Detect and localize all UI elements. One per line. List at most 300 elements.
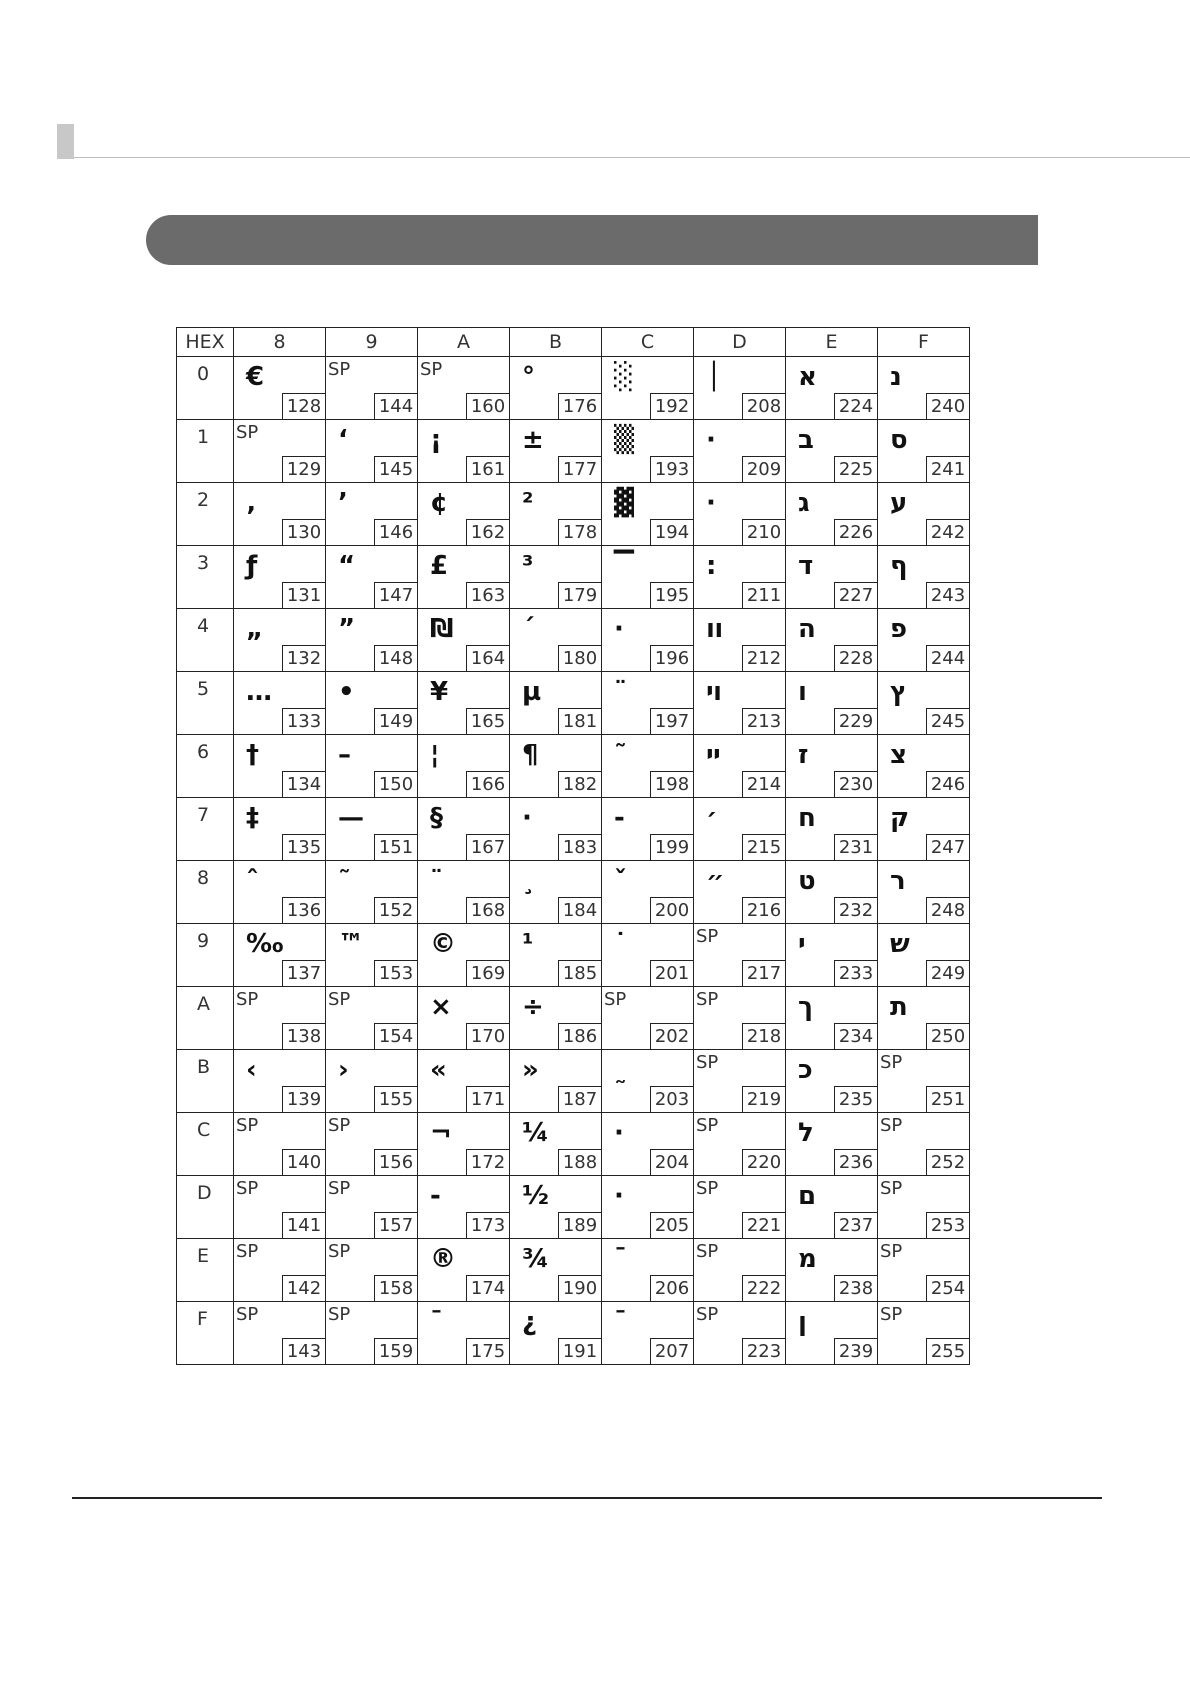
char-glyph: ר [890,866,906,896]
char-code: 173 [466,1212,509,1238]
char-cell [694,420,786,483]
char-cell [326,798,418,861]
char-cell [878,1239,970,1302]
char-cell [326,1239,418,1302]
char-glyph: ¨ [614,677,627,707]
char-glyph: ם [798,1181,817,1211]
char-code: 220 [742,1149,785,1175]
char-cell [418,924,510,987]
char-cell [326,1176,418,1239]
char-cell [878,1113,970,1176]
char-cell [418,672,510,735]
char-glyph: µ [522,677,542,707]
char-code: 250 [926,1023,969,1049]
char-cell [878,546,970,609]
char-cell [602,357,694,420]
char-code: 192 [650,393,693,419]
char-glyph: ´ [522,614,535,644]
char-glyph: · [614,1118,624,1148]
char-code: 146 [374,519,417,545]
table-body [177,357,970,1365]
char-glyph: ¹ [522,929,534,959]
char-cell [326,420,418,483]
char-code: 136 [282,897,325,923]
char-glyph: ’ [338,488,348,518]
row-header: B [177,1050,234,1113]
footer-rule [72,1497,1102,1499]
column-header: C [602,328,694,357]
char-glyph: ½ [522,1181,549,1211]
char-code: 246 [926,771,969,797]
char-cell [694,861,786,924]
char-cell [602,1176,694,1239]
char-code: 203 [650,1086,693,1112]
character-code-table [176,327,970,1365]
char-cell [786,861,878,924]
char-code: 202 [650,1023,693,1049]
char-glyph: ▓ [614,488,634,518]
char-code: 254 [926,1275,969,1301]
char-cell [602,735,694,798]
char-glyph: ¡ [430,425,442,455]
char-glyph: ע [890,488,908,518]
char-glyph: ו [798,677,807,707]
char-glyph: ‘ [338,425,348,455]
char-cell [234,1113,326,1176]
row-header: 6 [177,735,234,798]
char-glyph: SP [696,1304,719,1325]
char-code: 251 [926,1086,969,1112]
char-glyph: ¸ [522,866,535,896]
header-row [177,328,970,357]
char-cell [326,483,418,546]
char-cell [602,987,694,1050]
char-glyph: SP [880,1178,903,1199]
char-cell [786,735,878,798]
char-cell [510,1176,602,1239]
char-cell [234,1050,326,1113]
char-cell [510,798,602,861]
char-code: 187 [558,1086,601,1112]
char-code: 216 [742,897,785,923]
char-glyph: ˇ [614,866,627,896]
char-glyph: י [798,929,806,959]
char-cell [694,1113,786,1176]
char-cell [878,861,970,924]
char-cell [326,357,418,420]
char-glyph: SP [236,1178,259,1199]
table-row [177,924,970,987]
char-glyph: ° [522,362,535,392]
char-cell [694,924,786,987]
char-cell [694,798,786,861]
char-code: 218 [742,1023,785,1049]
char-code: 177 [558,456,601,482]
char-code: 219 [742,1086,785,1112]
char-glyph: ײ [706,740,720,770]
char-code: 253 [926,1212,969,1238]
table-row [177,735,970,798]
char-glyph: SP [328,1115,351,1136]
char-cell [234,798,326,861]
char-code: 207 [650,1338,693,1364]
char-glyph: SP [236,422,259,443]
row-header: D [177,1176,234,1239]
char-cell [510,546,602,609]
char-glyph: · [614,614,624,644]
char-glyph: · [706,425,716,455]
char-code: 225 [834,456,877,482]
char-code: 223 [742,1338,785,1364]
char-code: 241 [926,456,969,482]
char-cell [602,483,694,546]
char-code: 235 [834,1086,877,1112]
char-glyph: SP [328,1304,351,1325]
char-cell [694,1050,786,1113]
char-code: 128 [282,393,325,419]
char-glyph: ₪ [430,614,454,644]
char-glyph: ך [798,992,814,1022]
char-cell [418,1113,510,1176]
char-cell [878,357,970,420]
row-header: 7 [177,798,234,861]
char-code: 133 [282,708,325,734]
char-glyph: ¥ [430,677,449,707]
char-cell [418,357,510,420]
char-code: 201 [650,960,693,986]
char-code: 157 [374,1212,417,1238]
char-glyph: … [246,677,272,707]
char-code: 172 [466,1149,509,1175]
char-cell [418,861,510,924]
char-code: 229 [834,708,877,734]
char-code: 255 [926,1338,969,1364]
char-cell [234,672,326,735]
table-row [177,798,970,861]
char-cell [326,987,418,1050]
char-code: 217 [742,960,785,986]
char-glyph: ף [890,551,908,581]
char-glyph: ס [890,425,908,455]
column-header: F [878,328,970,357]
char-code: 197 [650,708,693,734]
char-code: 149 [374,708,417,734]
char-glyph: װ [706,614,724,644]
char-code: 240 [926,393,969,419]
char-glyph: ‰ [246,929,284,959]
char-glyph: ˜ [338,866,351,896]
char-code: 204 [650,1149,693,1175]
column-header: B [510,328,602,357]
char-code: 222 [742,1275,785,1301]
char-cell [418,987,510,1050]
char-cell [510,483,602,546]
char-glyph: ב [798,425,814,455]
char-cell [418,609,510,672]
char-glyph: « [430,1055,447,1085]
char-cell [786,798,878,861]
char-code: 213 [742,708,785,734]
char-cell [602,609,694,672]
char-code: 252 [926,1149,969,1175]
char-code: 175 [466,1338,509,1364]
table-row [177,1239,970,1302]
char-glyph: SP [696,1052,719,1073]
char-code: 248 [926,897,969,923]
char-code: 154 [374,1023,417,1049]
row-header: 0 [177,357,234,420]
table-row [177,861,970,924]
char-cell [694,987,786,1050]
table-row [177,420,970,483]
char-code: 167 [466,834,509,860]
row-header: F [177,1302,234,1365]
char-code: 165 [466,708,509,734]
char-glyph: ¶ [522,740,539,770]
char-code: 166 [466,771,509,797]
char-cell [510,357,602,420]
char-glyph: SP [696,1241,719,1262]
char-code: 163 [466,582,509,608]
char-cell [602,1239,694,1302]
char-cell [418,546,510,609]
char-code: 145 [374,456,417,482]
char-glyph: SP [696,989,719,1010]
char-code: 147 [374,582,417,608]
char-cell [602,861,694,924]
table-row [177,1302,970,1365]
char-code: 199 [650,834,693,860]
char-cell [602,798,694,861]
char-glyph: SP [236,1304,259,1325]
char-cell [786,483,878,546]
char-code: 191 [558,1338,601,1364]
column-header: A [418,328,510,357]
char-glyph: · [614,1181,624,1211]
char-cell [878,483,970,546]
column-header: D [694,328,786,357]
char-cell [326,546,418,609]
char-glyph: ░ [614,362,634,392]
table-row [177,357,970,420]
char-code: 151 [374,834,417,860]
char-cell [510,1239,602,1302]
char-cell [694,609,786,672]
char-code: 134 [282,771,325,797]
char-glyph: ▒ [614,425,634,455]
char-cell [786,672,878,735]
char-code: 249 [926,960,969,986]
char-cell [418,1050,510,1113]
char-cell [602,672,694,735]
char-code: 174 [466,1275,509,1301]
char-code: 129 [282,456,325,482]
char-cell [234,735,326,798]
char-glyph: ² [522,488,534,518]
char-glyph: SP [604,989,627,1010]
char-code: 162 [466,519,509,545]
char-code: 152 [374,897,417,923]
char-code: 236 [834,1149,877,1175]
char-code: 200 [650,897,693,923]
char-cell [326,924,418,987]
hex-header: HEX [177,328,234,357]
char-cell [418,420,510,483]
char-code: 198 [650,771,693,797]
char-cell [510,987,602,1050]
char-glyph: ³ [522,551,534,581]
char-glyph: נ [890,362,902,392]
char-cell [878,735,970,798]
char-glyph: “ [338,551,356,581]
char-glyph: ש [890,929,910,959]
char-cell [694,672,786,735]
char-code: 242 [926,519,969,545]
char-glyph: © [430,929,456,959]
char-glyph: SP [696,1115,719,1136]
char-glyph: │ [706,362,722,392]
char-code: 183 [558,834,601,860]
char-cell [418,735,510,798]
char-glyph: ¯ [614,1307,627,1337]
row-header: 8 [177,861,234,924]
char-code: 194 [650,519,693,545]
char-code: 158 [374,1275,417,1301]
char-cell [234,1239,326,1302]
char-code: 244 [926,645,969,671]
char-cell [510,420,602,483]
char-cell [234,483,326,546]
char-glyph: ¬ [430,1118,452,1148]
char-code: 170 [466,1023,509,1049]
char-cell [418,1239,510,1302]
char-cell [510,861,602,924]
char-glyph: ¦ [430,740,440,770]
char-glyph: § [430,803,443,833]
char-glyph: ˆ [246,866,259,896]
char-glyph: SP [880,1304,903,1325]
char-code: 215 [742,834,785,860]
char-glyph: › [338,1055,349,1085]
char-glyph: ™ [338,929,364,959]
char-code: 132 [282,645,325,671]
char-cell [602,546,694,609]
row-header: 9 [177,924,234,987]
char-glyph: ת [890,992,908,1022]
char-code: 160 [466,393,509,419]
char-code: 208 [742,393,785,419]
char-glyph: פ [890,614,908,644]
char-cell [786,1239,878,1302]
char-glyph: — [338,803,364,833]
table-row [177,987,970,1050]
char-glyph: ¾ [522,1244,549,1274]
char-code: 148 [374,645,417,671]
char-cell [694,483,786,546]
char-cell [786,987,878,1050]
char-glyph: ÷ [522,992,544,1022]
char-glyph: SP [420,359,443,380]
char-code: 150 [374,771,417,797]
table-row [177,546,970,609]
char-cell [694,1176,786,1239]
char-code: 211 [742,582,785,608]
char-code: 169 [466,960,509,986]
char-code: 153 [374,960,417,986]
char-code: 212 [742,645,785,671]
row-header: 2 [177,483,234,546]
char-code: 181 [558,708,601,734]
char-glyph: ז [798,740,809,770]
char-glyph: - [430,1181,441,1211]
char-code: 196 [650,645,693,671]
char-glyph: ץ [890,677,908,707]
char-code: 178 [558,519,601,545]
char-cell [602,1113,694,1176]
row-header: C [177,1113,234,1176]
char-cell [602,924,694,987]
char-cell [878,420,970,483]
char-code: 239 [834,1338,877,1364]
char-code: 185 [558,960,601,986]
char-code: 245 [926,708,969,734]
char-glyph: € [246,362,265,392]
char-glyph: ˷ [614,1055,627,1085]
char-code: 226 [834,519,877,545]
char-glyph: א [798,362,817,392]
char-glyph: ‹ [246,1055,257,1085]
row-header: 5 [177,672,234,735]
char-code: 159 [374,1338,417,1364]
char-glyph: כ [798,1055,813,1085]
char-glyph: × [430,992,452,1022]
char-cell [418,1302,510,1365]
char-glyph: צ [890,740,907,770]
char-code: 214 [742,771,785,797]
char-code: 195 [650,582,693,608]
char-cell [510,609,602,672]
char-glyph: ױ [706,677,721,707]
char-code: 206 [650,1275,693,1301]
char-code: 171 [466,1086,509,1112]
char-glyph: – [338,740,351,770]
char-cell [786,420,878,483]
char-cell [786,1050,878,1113]
char-glyph: SP [880,1241,903,1262]
char-cell [602,1050,694,1113]
char-glyph: » [522,1055,539,1085]
char-cell [694,357,786,420]
char-cell [510,1050,602,1113]
char-glyph: SP [328,1241,351,1262]
char-code: 179 [558,582,601,608]
table-row [177,1176,970,1239]
char-cell [878,924,970,987]
char-glyph: „ [246,614,264,644]
char-code: 209 [742,456,785,482]
char-cell [510,672,602,735]
char-code: 144 [374,393,417,419]
char-code: 130 [282,519,325,545]
char-code: 168 [466,897,509,923]
char-cell [326,735,418,798]
char-glyph: ‚ [246,488,256,518]
char-glyph: ״ [706,866,725,896]
char-cell [418,483,510,546]
char-glyph: SP [328,359,351,380]
char-glyph: ל [798,1118,814,1148]
table-row [177,672,970,735]
